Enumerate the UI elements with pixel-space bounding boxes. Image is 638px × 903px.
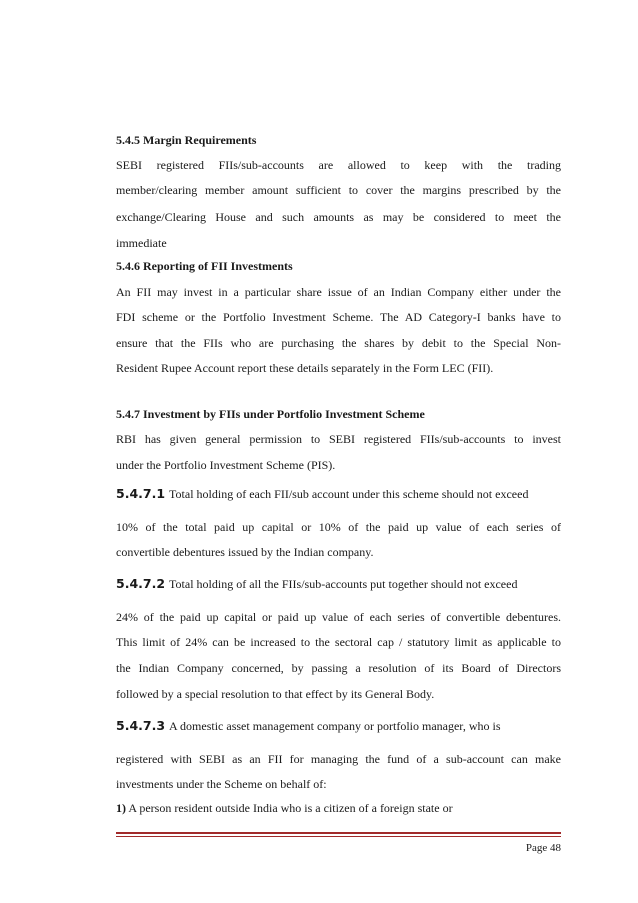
paragraph-line: under the Portfolio Investment Scheme (PIS). — [116, 458, 336, 472]
subsection-5-4-7-2 — [116, 577, 561, 591]
page-number: Page 48 — [525, 842, 561, 854]
paragraph-line: 10% of the total paid up capital or 10% of the paid up value of each series of — [116, 520, 561, 534]
paragraph-line: the Indian Company concerned, by passing a resolution of its Board of Directors — [116, 661, 561, 675]
subsection-first-line: A domestic asset management company or portfolio manager, who is — [169, 719, 501, 733]
paragraph-line: immediate — [116, 236, 167, 250]
subsection-number: 5.4.7.3 — [116, 718, 166, 733]
subsection-number: 5.4.7.1 — [116, 486, 166, 501]
subsection-5-4-7-3 — [116, 719, 561, 733]
paragraph-line: Resident Rupee Account report these details separately in the Form LEC (FII). — [116, 361, 494, 375]
section-heading-5-4-7: 5.4.7 Investment by FIIs under Portfolio Investment Scheme — [116, 407, 425, 421]
paragraph-line: investments under the Scheme on behalf of: — [116, 777, 327, 791]
paragraph-line: registered with SEBI as an FII for managing the fund of a sub-account can make — [116, 752, 561, 766]
paragraph-line: exchange/Clearing House and such amounts as may be considered to meet the — [116, 210, 561, 224]
paragraph-line: convertible debentures issued by the Indian company. — [116, 545, 374, 559]
paragraph-line: followed by a special resolution to that effect by its General Body. — [116, 687, 435, 701]
paragraph-line: SEBI registered FIIs/sub-accounts are allowed to keep with the trading — [116, 158, 561, 172]
subsection-number: 5.4.7.2 — [116, 576, 166, 591]
list-item — [116, 801, 561, 815]
paragraph-line: This limit of 24% can be increased to the sectoral cap / statutory limit as applicable to — [116, 635, 561, 649]
subsection-first-line: Total holding of each FII/sub account under this scheme should not exceed — [169, 487, 529, 501]
paragraph-line: member/clearing member amount sufficient to cover the margins prescribed by the — [116, 183, 561, 197]
paragraph-line: RBI has given general permission to SEBI registered FIIs/sub-accounts to invest — [116, 432, 561, 446]
section-heading-5-4-6: 5.4.6 Reporting of FII Investments — [116, 259, 293, 273]
section-heading-5-4-5: 5.4.5 Margin Requirements — [116, 133, 257, 147]
paragraph-line: FDI scheme or the Portfolio Investment Scheme. The AD Category-I banks have to — [116, 310, 561, 324]
footer-divider-thin — [116, 836, 561, 837]
paragraph-line: An FII may invest in a particular share issue of an Indian Company either under the — [116, 285, 561, 299]
list-item-text: A person resident outside India who is a citizen of a foreign state or — [126, 801, 453, 815]
subsection-5-4-7-1 — [116, 487, 561, 501]
footer-divider — [116, 832, 561, 834]
subsection-first-line: Total holding of all the FIIs/sub-accounts put together should not exceed — [169, 577, 518, 591]
paragraph-line: 24% of the paid up capital or paid up value of each series of convertible debentures. — [116, 610, 561, 624]
list-item-number: 1) — [116, 801, 126, 815]
paragraph-line: ensure that the FIIs who are purchasing the shares by debit to the Special Non- — [116, 336, 561, 350]
